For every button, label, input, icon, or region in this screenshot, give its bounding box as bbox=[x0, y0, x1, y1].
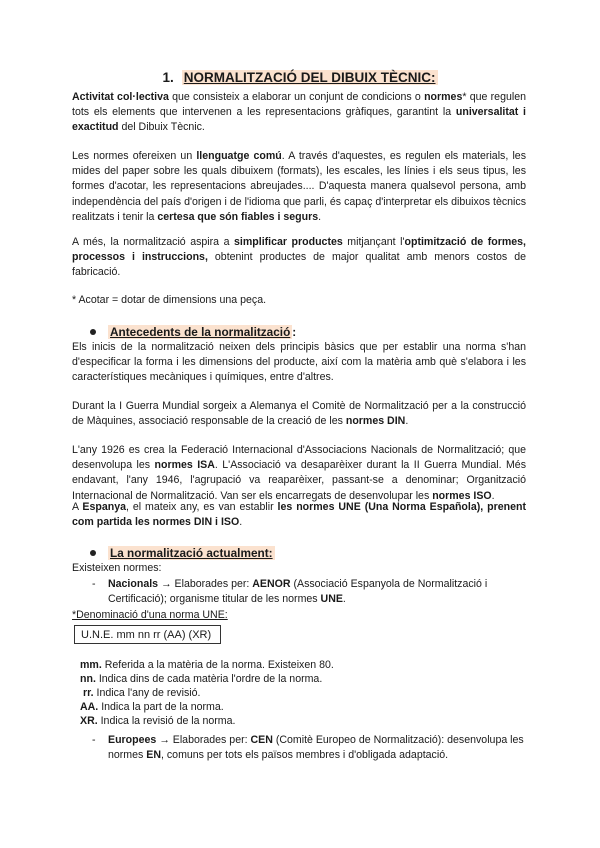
footnote-acotar: * Acotar = dotar de dimensions una peça. bbox=[72, 294, 267, 306]
intro-paragraph-2: Les normes ofereixen un llenguatge comú. A través d'aquestes, es regulen els materials, les mides del paper sobre les quals dibuixem (formats), les escales, les línies i els seus tipus, les formes d'acotar, les representacions abreujades.... D'aquesta manera qualsevol persona, amb independència del país d'origen i de l'idioma que parli, és capaç d'interpretar els dibuixos tècnics realitzats i tenir la certesa que són fiables i segurs. bbox=[72, 150, 526, 223]
intro-paragraph-3: A més, la normalització aspira a simplificar productes mitjançant l'optimització de formes, processos i instruccions, obtenint productes de major qualitat amb menors costos de fabricació. bbox=[72, 236, 526, 279]
def-aa: AA. Indica la part de la norma. bbox=[80, 701, 224, 713]
antecedents-paragraph-1: Els inicis de la normalització neixen dels principis bàsics que per establir una norma s'han d'especificar la forma i les dimensions del producte, així com la matèria amb què s'elabora i les característiques mecàniques i químiques, entre d'altres. bbox=[72, 341, 526, 384]
def-xr: XR. Indica la revisió de la norma. bbox=[80, 715, 236, 727]
page-title bbox=[0, 70, 600, 85]
section-heading-actualment: La normalització actualment: bbox=[90, 546, 275, 560]
list-item-nacionals: - Nacionals → Elaborades per: AENOR (Associació Espanyola de Normalització i Certificació); organisme titular de les normes UNE. bbox=[92, 578, 488, 605]
section-heading-antecedents: Antecedents de la normalització : bbox=[90, 325, 296, 339]
title-number: 1. bbox=[162, 70, 174, 85]
def-nn: nn. Indica dins de cada matèria l'ordre de la norma. bbox=[80, 673, 323, 685]
existeixen-normes: Existeixen normes: bbox=[72, 562, 162, 574]
def-mm: mm. Referida a la matèria de la norma. Existeixen 80. bbox=[80, 659, 334, 671]
antecedents-paragraph-4: A Espanya, el mateix any, es van establir les normes UNE (Una Norma Española), prenent com partida les normes DIN i ISO. bbox=[72, 501, 526, 529]
bullet-icon bbox=[90, 550, 96, 556]
une-denomination-label: *Denominació d'una norma UNE: bbox=[72, 609, 228, 621]
antecedents-paragraph-3: L'any 1926 es crea la Federació Internacional d'Associacions Nacionals de Normalització; que desenvolupa les normes ISA. L'Associació va desaparèixer durant la II Guerra Mundial. Més endavant, l'any 1946, l'agrupació va reaparèixer, passant-se a denominar; Organització Internacional de Normalització. Van ser els encarregats de desenvolupar les normes ISO. bbox=[72, 444, 526, 502]
intro-paragraph-1: Activitat col·lectiva que consisteix a elaborar un conjunt de condicions o normes* que regulen tots els elements que intervenen a les representacions gràfiques, garantint la universalitat i exactitud del Dibuix Tècnic. bbox=[72, 91, 527, 134]
antecedents-paragraph-2: Durant la I Guerra Mundial sorgeix a Alemanya el Comitè de Normalització per a la construcció de Màquines, associació responsable de la creació de les normes DIN. bbox=[72, 400, 526, 428]
def-rr: rr. Indica l'any de revisió. bbox=[83, 687, 201, 699]
une-denomination-box: U.N.E. mm nn rr (AA) (XR) bbox=[74, 625, 221, 644]
bullet-icon bbox=[90, 329, 96, 335]
title-text: NORMALITZACIÓ DEL DIBUIX TÈCNIC: bbox=[183, 70, 436, 85]
list-item-europees: - Europees → Elaborades per: CEN (Comitè Europeo de Normalització): desenvolupa les normes EN, comuns per tots els països membres i d'obligada adaptació. bbox=[92, 734, 524, 761]
